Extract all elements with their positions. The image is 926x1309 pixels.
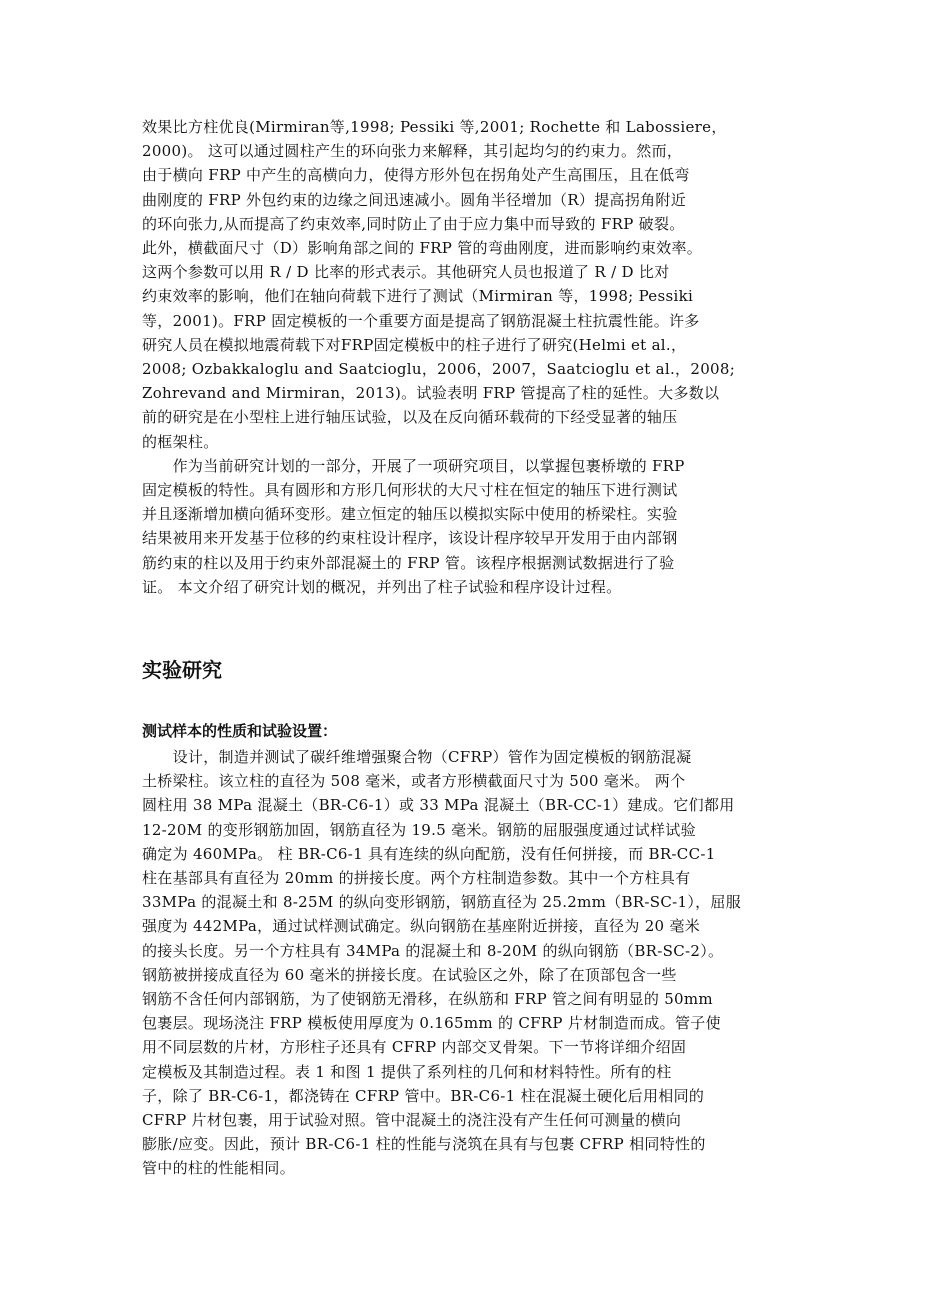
text-line: CFRP 片材包裹，用于试验对照。管中混凝土的浇注没有产生任何可测量的横向 <box>142 1111 682 1130</box>
text-line: 证。 本文介绍了研究计划的概况，并列出了柱子试验和程序设计过程。 <box>142 577 622 596</box>
text-line: 圆柱用 38 MPa 混凝土（BR-C6-1）或 33 MPa 混凝土（BR-CC-1）建成。它们都用 <box>142 796 735 815</box>
text-line: 结果被用来开发基于位移的约束柱设计程序，该设计程序较早开发用于由内部钢 <box>142 529 678 548</box>
text-line: 包裹层。现场浇注 FRP 模板使用厚度为 0.165mm 的 CFRP 片材制造而成。管子使 <box>142 1014 721 1033</box>
text-line: Zohrevand and Mirmiran，2013)。试验表明 FRP 管提高了柱的延性。大多数以 <box>142 384 720 403</box>
text-line: 等，2001)。FRP 固定模板的一个重要方面是提高了钢筋混凝土柱抗震性能。许多 <box>142 311 700 330</box>
text-line: 确定为 460MPa。 柱 BR-C6-1 具有连续的纵向配筋，没有任何拼接，而 BR-CC-1 <box>142 844 716 863</box>
text-line: 子，除了 BR-C6-1，都浇铸在 CFRP 管中。BR-C6-1 柱在混凝土硬化后用相同的 <box>142 1086 705 1105</box>
text-line: 用不同层数的片材，方形柱子还具有 CFRP 内部交叉骨架。下一节将详细介绍固 <box>142 1038 687 1057</box>
intro-paragraphs <box>142 115 792 599</box>
text-line: 的框架柱。 <box>142 432 219 451</box>
text-line: 土桥梁柱。该立柱的直径为 508 毫米，或者方形横截面尺寸为 500 毫米。 两个 <box>142 772 686 791</box>
text-line: 研究人员在模拟地震荷载下对FRP固定模板中的柱子进行了研究(Helmi et al.， <box>142 335 687 354</box>
text-line: 柱在基部具有直径为 20mm 的拼接长度。两个方柱制造参数。其中一个方柱具有 <box>142 869 691 888</box>
text-line: 钢筋不含任何内部钢筋，为了使钢筋无滑移，在纵筋和 FRP 管之间有明显的 50mm <box>142 990 713 1009</box>
text-line: 并且逐渐增加横向循环变形。建立恒定的轴压以模拟实际中使用的桥梁柱。实验 <box>142 505 678 524</box>
text-line: 管中的柱的性能相同。 <box>142 1159 296 1178</box>
section-heading: 实验研究 <box>142 658 222 682</box>
text-line: 12-20M 的变形钢筋加固，钢筋直径为 19.5 毫米。钢筋的屈服强度通过试样试验 <box>142 820 696 839</box>
text-line: 定模板及其制造过程。表 1 和图 1 提供了系列柱的几何和材料特性。所有的柱 <box>142 1062 672 1081</box>
text-line: 由于横向 FRP 中产生的高横向力，使得方形外包在拐角处产生高围压，且在低弯 <box>142 166 690 185</box>
text-line: 钢筋被拼接成直径为 60 毫米的拼接长度。在试验区之外，除了在顶部包含一些 <box>142 965 677 984</box>
subsection-heading: 测试样本的性质和试验设置： <box>142 722 338 740</box>
text-line: 筋约束的柱以及用于约束外部混凝土的 FRP 管。该程序根据测试数据进行了验 <box>142 553 675 572</box>
text-line: 设计，制造并测试了碳纤维增强聚合物（CFRP）管作为固定模板的钢筋混凝 <box>142 748 692 766</box>
text-line: 前的研究是在小型柱上进行轴压试验，以及在反向循环载荷的下经受显著的轴压 <box>142 408 678 427</box>
text-line: 作为当前研究计划的一部分，开展了一项研究项目，以掌握包裹桥墩的 FRP <box>142 456 685 475</box>
text-line: 33MPa 的混凝土和 8-25M 的纵向变形钢筋，钢筋直径为 25.2mm（BR-SC-1），屈服 <box>142 893 742 912</box>
text-line: 2008; Ozbakkaloglu and Saatcioglu，2006，2007，Saatcioglu et al.，2008; <box>142 360 736 379</box>
text-line: 曲刚度的 FRP 外包约束的边缘之间迅速减小。圆角半径增加（R）提高拐角附近 <box>142 190 687 209</box>
text-line: 的接头长度。另一个方柱具有 34MPa 的混凝土和 8-20M 的纵向钢筋（BR-SC-2）。 <box>142 941 724 960</box>
body-paragraph <box>142 745 792 1181</box>
text-line: 膨胀/应变。因此，预计 BR-C6-1 柱的性能与浇筑在具有与包裹 CFRP 相同特性的 <box>142 1135 706 1154</box>
text-line: 固定模板的特性。具有圆形和方形几何形状的大尺寸柱在恒定的轴压下进行测试 <box>142 481 678 500</box>
text-line: 这两个参数可以用 R / D 比率的形式表示。其他研究人员也报道了 R / D 比对 <box>142 263 670 282</box>
text-line: 效果比方柱优良(Mirmiran等,1998; Pessiki 等,2001; Rochette 和 Labossiere， <box>142 118 727 136</box>
text-line: 的环向张力,从而提高了约束效率,同时防止了由于应力集中而导致的 FRP 破裂。 <box>142 214 685 233</box>
text-line: 2000)。 这可以通过圆柱产生的环向张力来解释，其引起均匀的约束力。然而， <box>142 142 683 161</box>
text-line: 强度为 442MPa，通过试样测试确定。纵向钢筋在基座附近拼接，直径为 20 毫米 <box>142 917 701 936</box>
text-line: 约束效率的影响，他们在轴向荷载下进行了测试（Mirmiran 等，1998; Pessiki <box>142 287 694 306</box>
text-line: 此外，横截面尺寸（D）影响角部之间的 FRP 管的弯曲刚度，进而影响约束效率。 <box>142 239 703 258</box>
